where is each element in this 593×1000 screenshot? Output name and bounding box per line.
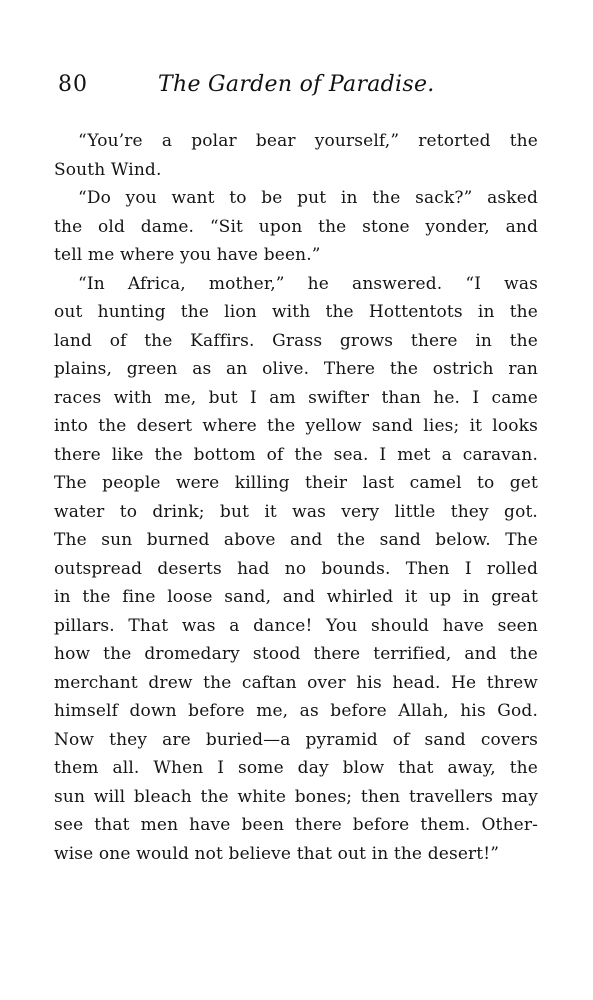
text-line: The sun burned above and the sand below. The xyxy=(54,530,538,550)
page-header xyxy=(50,72,550,112)
text-line: see that men have been there before them. Other- xyxy=(54,815,538,835)
text-line: merchant drew the caftan over his head. He threw xyxy=(54,672,538,693)
page-number: 80 xyxy=(58,72,88,97)
text-line: “You’re a polar bear yourself,” retorted the xyxy=(78,131,538,151)
text-line: himself down before me, as before Allah, his God. xyxy=(54,701,538,721)
text-line: Now they are buried—a pyramid of sand covers xyxy=(54,729,538,750)
text-line: the old dame. “Sit upon the stone yonder, and xyxy=(54,216,538,237)
text-line: into the desert where the yellow sand lies; it looks xyxy=(54,416,538,436)
text-line: “Do you want to be put in the sack?” asked xyxy=(78,188,538,208)
text-line: “In Africa, mother,” he answered. “I was xyxy=(78,273,538,294)
text-line: them all. When I some day blow that away, the xyxy=(54,758,538,778)
text-line: outspread deserts had no bounds. Then I rolled xyxy=(54,558,538,579)
text-line: in the fine loose sand, and whirled it up in great xyxy=(54,587,538,607)
text-line: there like the bottom of the sea. I met a caravan. xyxy=(54,444,538,465)
text-line: sun will bleach the white bones; then travellers may xyxy=(54,786,538,807)
text-line: tell me where you have been.” xyxy=(54,245,321,265)
text-line: plains, green as an olive. There the ostrich ran xyxy=(54,359,538,379)
text-line: pillars. That was a dance! You should have seen xyxy=(54,615,538,636)
body-text xyxy=(54,127,538,868)
text-line: how the dromedary stood there terrified, and the xyxy=(54,644,538,664)
text-line: land of the Kaffirs. Grass grows there in the xyxy=(54,330,538,351)
text-line: South Wind. xyxy=(54,159,162,180)
text-line: wise one would not believe that out in the desert!” xyxy=(54,843,500,864)
text-line: water to drink; but it was very little they got. xyxy=(54,501,538,522)
text-line: races with me, but I am swifter than he. I came xyxy=(54,387,538,408)
text-line: The people were killing their last camel to get xyxy=(54,473,538,493)
text-line: out hunting the lion with the Hottentots in the xyxy=(54,302,538,322)
running-title: The Garden of Paradise. xyxy=(158,72,435,97)
